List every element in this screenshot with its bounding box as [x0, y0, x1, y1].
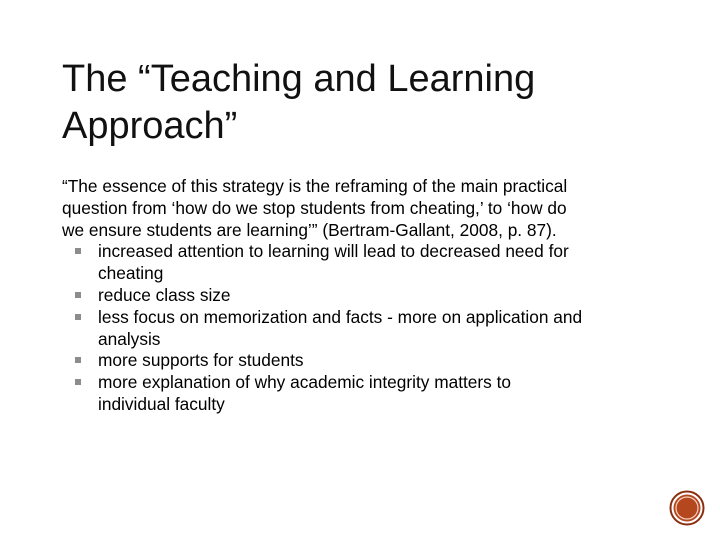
bullet-line: less focus on memorization and facts - more on application and	[98, 306, 583, 327]
circle-logo-icon	[669, 490, 705, 526]
square-bullet-icon	[75, 314, 81, 320]
square-bullet-icon	[75, 379, 81, 385]
bullet-line: reduce class size	[98, 284, 231, 305]
intro-line: question from ‘how do we stop students from cheating,’ to ‘how do	[62, 197, 567, 218]
bullet-line: more explanation of why academic integrity matters to	[98, 372, 512, 393]
bullet-line: more supports for students	[98, 350, 304, 371]
bullet-item	[98, 307, 662, 351]
square-bullet-icon	[75, 357, 81, 363]
bullet-line: analysis	[98, 328, 161, 349]
title-line: The “Teaching and Learning	[62, 58, 536, 100]
intro-line: “The essence of this strategy is the reframing of the main practical	[62, 176, 568, 196]
intro-line: we ensure students are learning’” (Bertram-Gallant, 2008, p. 87).	[62, 219, 557, 240]
slide-body	[62, 176, 662, 416]
bullet-line: increased attention to learning will lead to decreased need for	[98, 241, 569, 262]
bullet-item	[98, 285, 662, 307]
bullet-item	[98, 350, 662, 372]
slide-title	[62, 56, 662, 150]
square-bullet-icon	[75, 292, 81, 298]
bullet-item	[98, 241, 662, 285]
bullet-line: individual faculty	[98, 393, 225, 414]
bullet-list	[62, 241, 662, 415]
square-bullet-icon	[75, 248, 81, 254]
bullet-line: cheating	[98, 263, 164, 284]
title-line: Approach”	[62, 105, 238, 147]
bullet-item	[98, 372, 662, 416]
intro-paragraph	[62, 176, 662, 241]
